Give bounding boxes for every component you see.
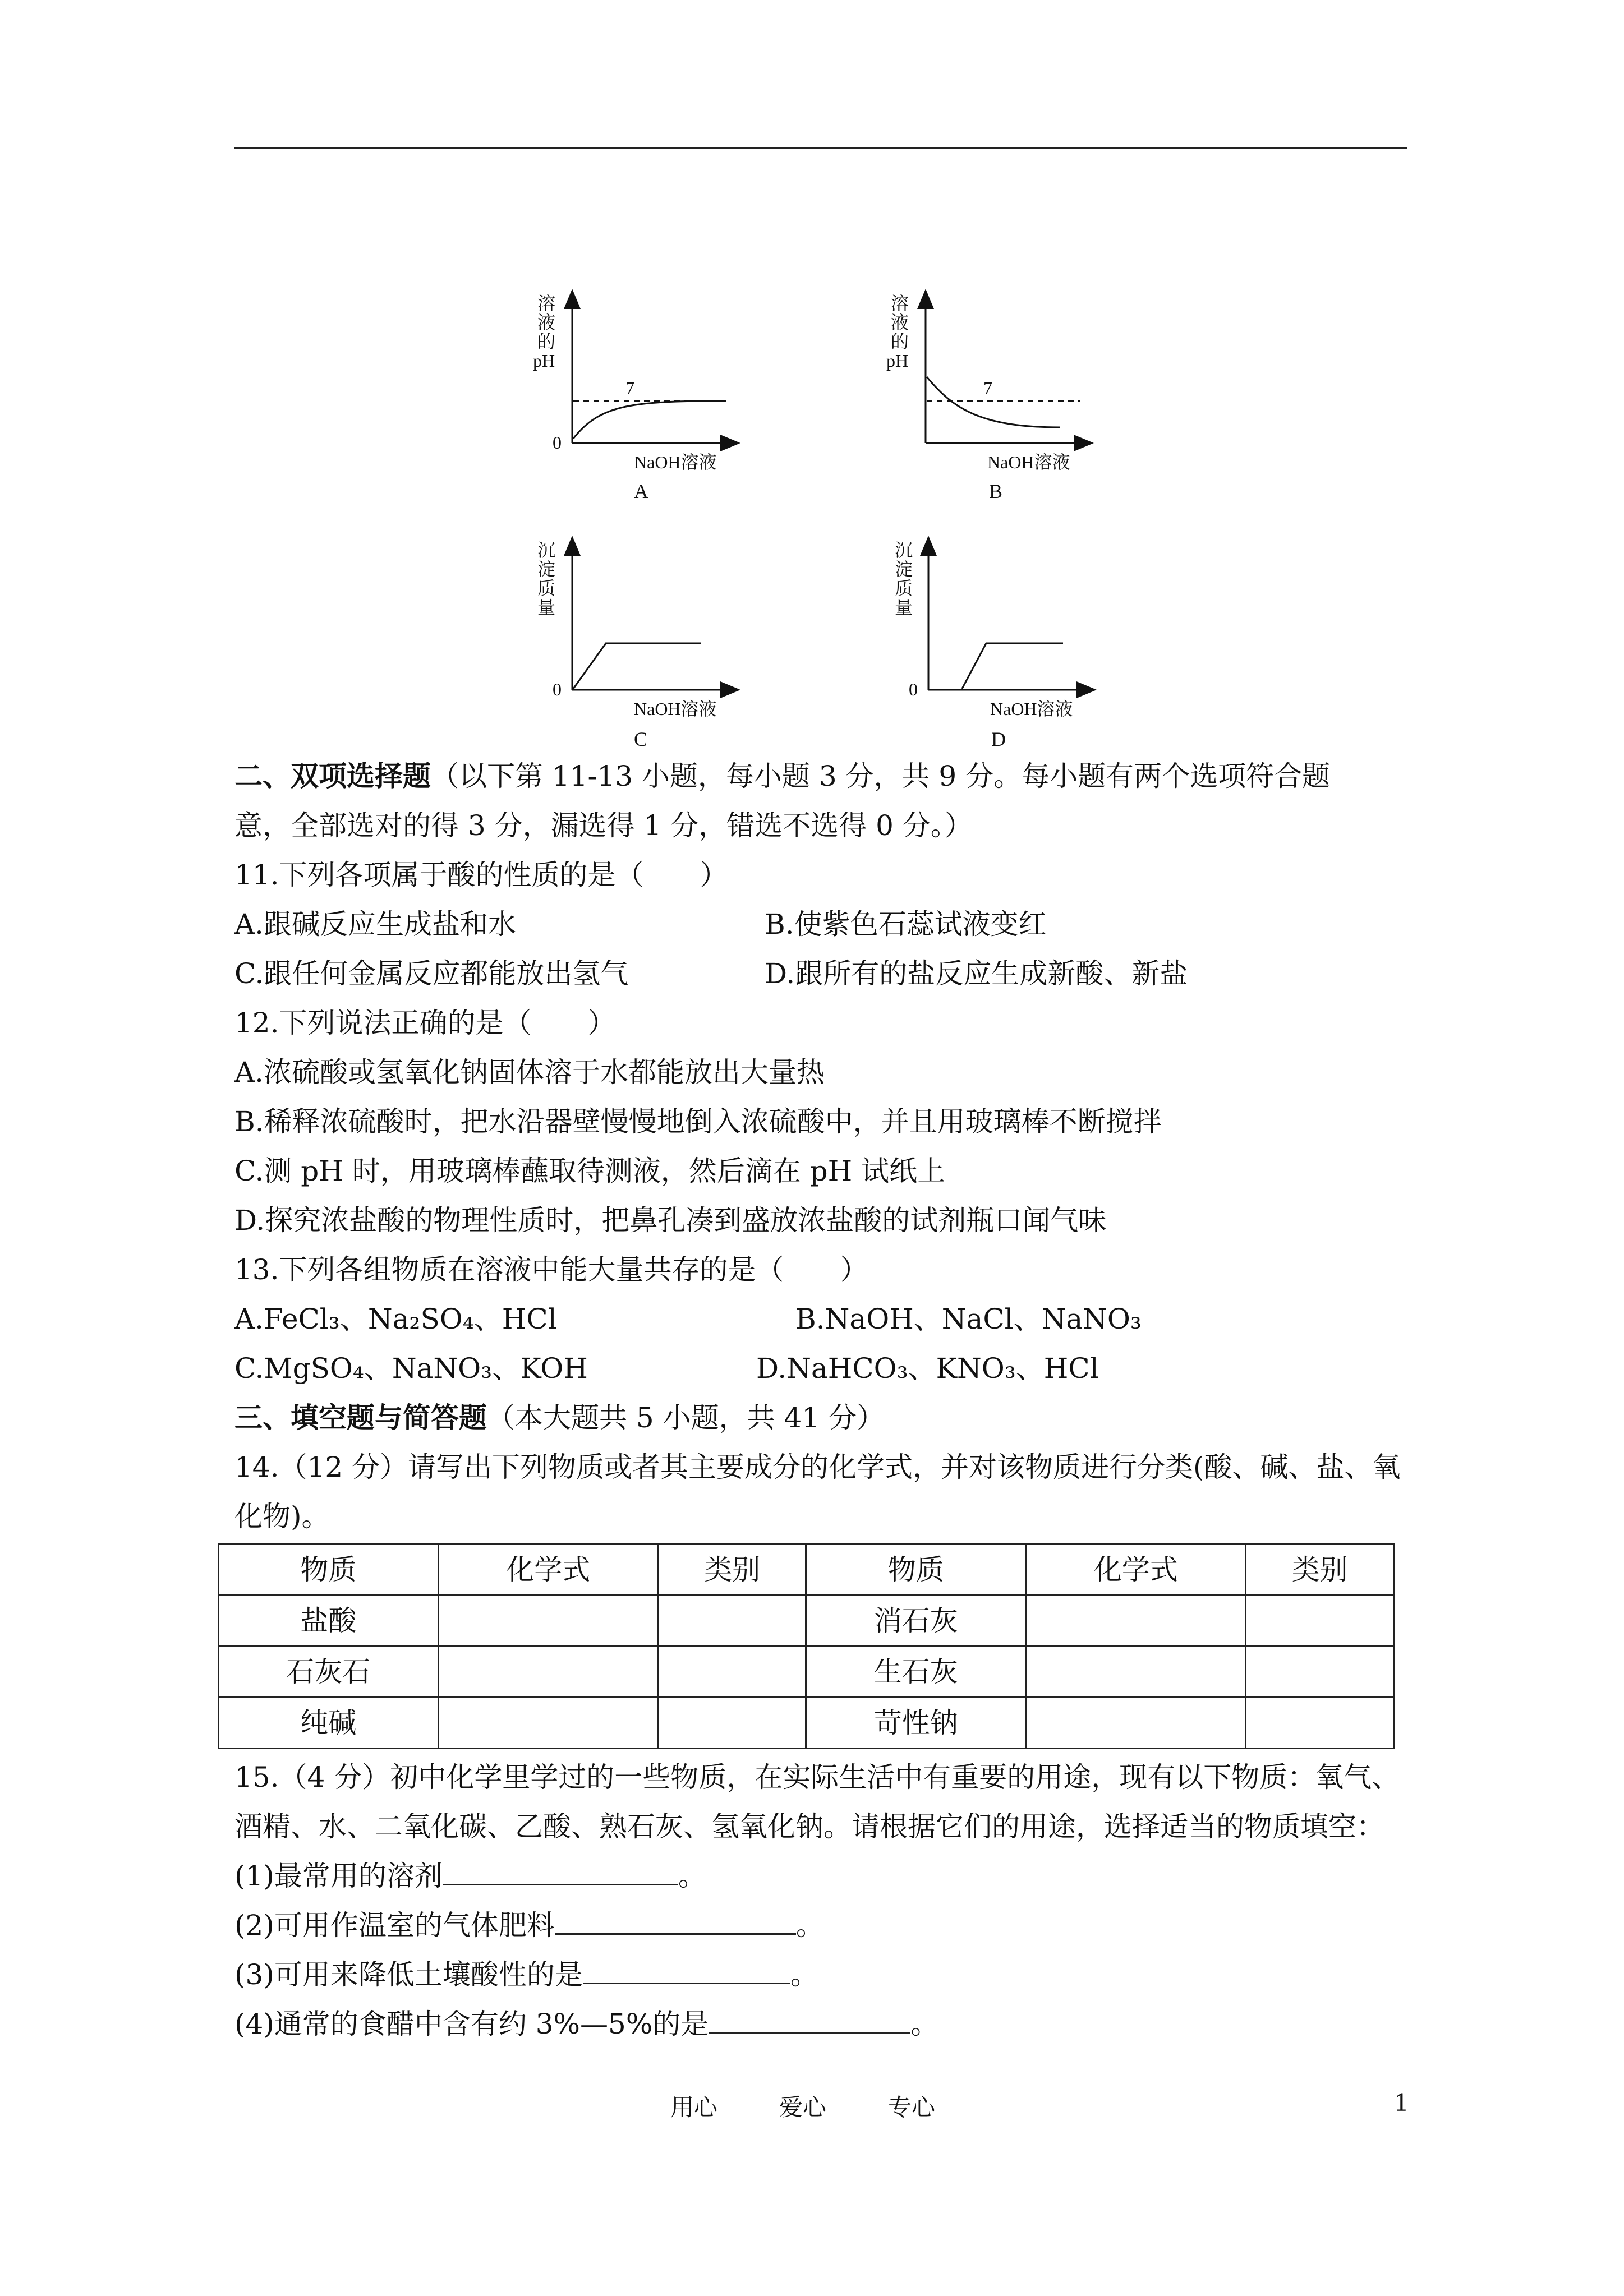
q15-item-1 xyxy=(234,1851,1418,1901)
chart-c-xlabel: NaOH溶液 xyxy=(634,699,717,719)
chart-c xyxy=(537,540,732,750)
q15-item-2 xyxy=(234,1901,1418,1950)
table-cell-formula-blank[interactable] xyxy=(1026,1698,1246,1749)
table-cell-formula-blank[interactable] xyxy=(1026,1596,1246,1647)
chart-b-ylabel-1: 溶 xyxy=(891,293,909,313)
table-cell-substance: 苛性钠 xyxy=(806,1698,1026,1749)
q12-option-a: A.浓硫酸或氢氧化钠固体溶于水都能放出大量热 xyxy=(234,1056,825,1089)
chart-d-ylabel-1: 沉 xyxy=(895,540,913,560)
section-3-desc: （本大题共 5 小题，共 41 分） xyxy=(487,1401,885,1434)
q15-stem-2: 酒精、水、二氧化碳、乙酸、熟石灰、氢氧化钠。请根据它们的用途，选择适当的物质填空： xyxy=(234,1810,1384,1843)
q13-options-row-2 xyxy=(234,1344,1418,1393)
q15-item-4 xyxy=(234,1999,1418,2049)
chart-b-xlabel: NaOH溶液 xyxy=(987,452,1070,472)
chart-b-letter: B xyxy=(989,480,1003,502)
q15-item-2-text: (2)可用作温室的气体肥料 xyxy=(234,1909,555,1942)
q15-answer-blank-3[interactable] xyxy=(583,1950,790,1984)
q13-option-a: A.FeCl₃、Na₂SO₄、HCl xyxy=(234,1303,557,1335)
q15-stem-1: 15.（4 分）初中化学里学过的一些物质，在实际生活中有重要的用途，现有以下物质：氧气、 xyxy=(234,1761,1400,1794)
table-cell-category-blank[interactable] xyxy=(658,1596,806,1647)
chart-d xyxy=(895,540,1088,750)
chart-d-ylabel-3: 质 xyxy=(895,578,913,598)
chart-a-origin: 0 xyxy=(553,432,562,453)
chart-d-curve xyxy=(962,643,1063,689)
chart-c-ylabel-2: 淀 xyxy=(537,559,556,579)
table-header-cell: 类别 xyxy=(658,1545,806,1596)
chart-c-letter: C xyxy=(634,728,648,750)
q11-stem: 11.下列各项属于酸的性质的是（ ） xyxy=(234,859,728,891)
footer-motto xyxy=(670,2089,997,2123)
chart-b-curve xyxy=(927,377,1060,427)
chart-d-ylabel-2: 淀 xyxy=(895,559,913,579)
q12-option-b: B.稀释浓硫酸时，把水沿器壁慢慢地倒入浓硫酸中，并且用玻璃棒不断搅拌 xyxy=(234,1105,1162,1138)
chart-d-ylabel-4: 量 xyxy=(895,597,913,617)
q14-stem-1: 14.（12 分）请写出下列物质或者其主要成分的化学式，并对该物质进行分类(酸、碱、盐、氧 xyxy=(234,1451,1401,1483)
q15-period: 。 xyxy=(790,1958,818,1991)
q14-table xyxy=(218,1543,1395,1749)
chart-a xyxy=(533,293,732,502)
q12-stem: 12.下列说法正确的是（ ） xyxy=(234,1007,616,1039)
table-cell-formula-blank[interactable] xyxy=(438,1596,658,1647)
q15-item-3 xyxy=(234,1950,1418,1999)
table-cell-category-blank[interactable] xyxy=(658,1698,806,1749)
chart-a-xlabel: NaOH溶液 xyxy=(634,452,717,472)
table-cell-substance: 盐酸 xyxy=(219,1596,439,1647)
q15-period: 。 xyxy=(910,2008,939,2040)
chart-a-ylabel-1: 溶 xyxy=(537,293,556,313)
q13-stem: 13.下列各组物质在溶液中能大量共存的是（ ） xyxy=(234,1253,868,1286)
q15-answer-blank-2[interactable] xyxy=(555,1901,796,1935)
chart-b-ylabel-2: 液 xyxy=(891,312,909,333)
section-2-desc-2: 意，全部选对的得 3 分，漏选得 1 分，错选不选得 0 分。） xyxy=(234,809,973,842)
table-header-cell: 化学式 xyxy=(438,1545,658,1596)
section-3-title: 三、填空题与简答题 xyxy=(234,1401,487,1434)
q13-option-b: B.NaOH、NaCl、NaNO₃ xyxy=(795,1303,1142,1335)
q13-options-row-1 xyxy=(234,1294,1418,1344)
question-body xyxy=(234,751,1418,2049)
q15-item-3-text: (3)可用来降低土壤酸性的是 xyxy=(234,1958,583,1991)
chart-d-origin: 0 xyxy=(909,679,918,699)
q12-option-c: C.测 pH 时，用玻璃棒蘸取待测液，然后滴在 pH 试纸上 xyxy=(234,1155,946,1187)
chart-c-origin: 0 xyxy=(553,679,562,699)
table-header-row xyxy=(219,1545,1394,1596)
section-2-heading xyxy=(234,751,1418,801)
chart-a-curve xyxy=(573,401,726,439)
footer-word: 专心 xyxy=(888,2094,936,2121)
chart-a-letter: A xyxy=(634,480,648,502)
chart-a-ref-label: 7 xyxy=(625,378,634,398)
section-3-heading xyxy=(234,1393,1418,1442)
table-header-cell: 物质 xyxy=(806,1545,1026,1596)
page-number: 1 xyxy=(1394,2089,1409,2117)
chart-b xyxy=(886,293,1085,502)
q15-period: 。 xyxy=(795,1909,824,1942)
table-header-cell: 化学式 xyxy=(1026,1545,1246,1596)
q11-option-d: D.跟所有的盐反应生成新酸、新盐 xyxy=(765,957,1188,990)
chart-c-ylabel-3: 质 xyxy=(537,578,556,598)
q11-option-c: C.跟任何金属反应都能放出氢气 xyxy=(234,957,629,990)
q15-item-4-text: (4)通常的食醋中含有约 3%—5%的是 xyxy=(234,2008,709,2040)
q11-option-a: A.跟碱反应生成盐和水 xyxy=(234,908,517,940)
table-cell-formula-blank[interactable] xyxy=(1026,1647,1246,1698)
chart-d-letter: D xyxy=(991,728,1006,750)
table-row xyxy=(219,1647,1394,1698)
footer-word: 爱心 xyxy=(779,2094,827,2121)
ph-precipitate-charts xyxy=(522,280,1139,757)
q15-answer-blank-4[interactable] xyxy=(709,1999,910,2034)
chart-d-xlabel: NaOH溶液 xyxy=(990,699,1073,719)
table-cell-formula-blank[interactable] xyxy=(438,1698,658,1749)
table-cell-category-blank[interactable] xyxy=(1246,1647,1394,1698)
table-row xyxy=(219,1698,1394,1749)
table-header-cell: 类别 xyxy=(1246,1545,1394,1596)
header-rule xyxy=(234,147,1407,149)
chart-c-ylabel-4: 量 xyxy=(537,597,556,617)
table-cell-substance: 消石灰 xyxy=(806,1596,1026,1647)
chart-a-ylabel-2: 液 xyxy=(537,312,556,333)
table-cell-substance: 石灰石 xyxy=(219,1647,439,1698)
chart-a-ylabel-3: 的 xyxy=(537,331,556,352)
chart-b-ylabel-3: 的 xyxy=(891,331,909,352)
q11-option-b: B.使紫色石蕊试液变红 xyxy=(765,908,1047,940)
table-cell-category-blank[interactable] xyxy=(1246,1596,1394,1647)
q15-item-1-text: (1)最常用的溶剂 xyxy=(234,1860,443,1892)
table-cell-category-blank[interactable] xyxy=(1246,1698,1394,1749)
table-header-cell: 物质 xyxy=(219,1545,439,1596)
q11-options-row-2 xyxy=(234,949,1418,998)
chart-c-curve xyxy=(573,643,701,689)
q14-stem-2: 化物)。 xyxy=(234,1500,330,1533)
q15-answer-blank-1[interactable] xyxy=(443,1851,678,1885)
table-cell-formula-blank[interactable] xyxy=(438,1647,658,1698)
q11-options-row-1 xyxy=(234,900,1418,949)
table-cell-substance: 生石灰 xyxy=(806,1647,1026,1698)
table-row xyxy=(219,1596,1394,1647)
chart-a-ylabel-4: pH xyxy=(533,351,555,371)
chart-b-ylabel-4: pH xyxy=(886,351,909,371)
section-2-title: 二、双项选择题 xyxy=(234,759,431,792)
section-2-desc-1: （以下第 11-13 小题，每小题 3 分，共 9 分。每小题有两个选项符合题 xyxy=(431,760,1331,792)
table-cell-substance: 纯碱 xyxy=(219,1698,439,1749)
chart-b-ref-label: 7 xyxy=(983,378,992,398)
q15-period: 。 xyxy=(678,1860,706,1892)
q13-option-d: D.NaHCO₃、KNO₃、HCl xyxy=(756,1352,1099,1385)
q12-option-d: D.探究浓盐酸的物理性质时，把鼻孔凑到盛放浓盐酸的试剂瓶口闻气味 xyxy=(234,1204,1107,1237)
chart-c-ylabel-1: 沉 xyxy=(537,540,556,560)
q13-option-c: C.MgSO₄、NaNO₃、KOH xyxy=(234,1352,588,1385)
footer-word: 用心 xyxy=(670,2094,718,2121)
table-cell-category-blank[interactable] xyxy=(658,1647,806,1698)
